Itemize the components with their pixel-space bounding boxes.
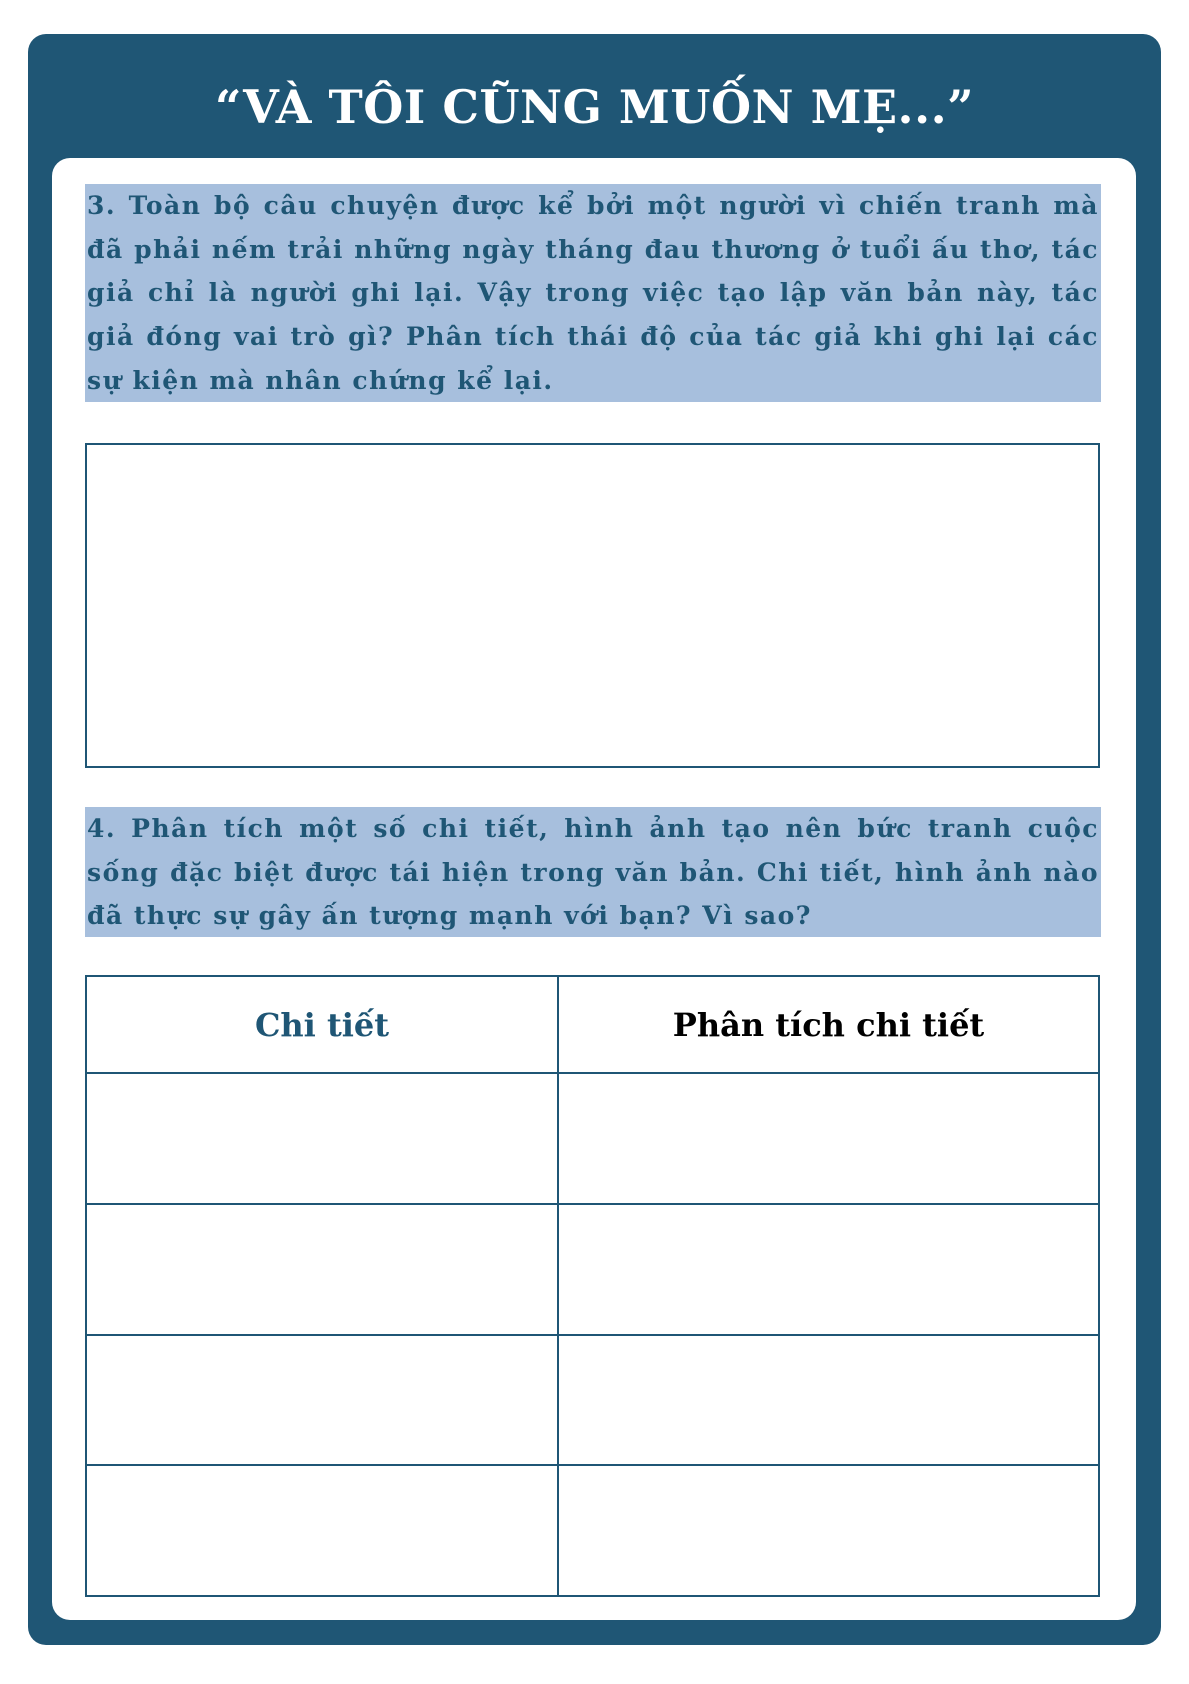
question-3: 3. Toàn bộ câu chuyện được kể bởi một người vì chiến tranh mà đã phải nếm trải những ngày tháng đau thương ở tuổi ấu thơ, tác giả chỉ là người ghi lại. Vậy trong việc tạo lập văn bản này, tác giả đóng vai trò gì? Phân tích thái độ của tác giả khi ghi lại các sự kiện mà nhân chứng kể lại. <box>85 184 1101 402</box>
table-row <box>86 1073 1099 1204</box>
header-phan-tich-chi-tiet: Phân tích chi tiết <box>558 976 1099 1073</box>
table-header-row <box>86 976 1099 1073</box>
table-cell-analysis[interactable] <box>558 1204 1099 1335</box>
table-row <box>86 1465 1099 1596</box>
table-cell-analysis[interactable] <box>558 1073 1099 1204</box>
table-cell-detail[interactable] <box>86 1073 558 1204</box>
page-title: “VÀ TÔI CŨNG MUỐN MẸ...” <box>214 80 975 134</box>
question-3-answer-box[interactable] <box>85 443 1100 768</box>
header-chi-tiet: Chi tiết <box>86 976 558 1073</box>
table-cell-detail[interactable] <box>86 1465 558 1596</box>
table-row <box>86 1335 1099 1466</box>
detail-analysis-table <box>85 975 1100 1597</box>
table-row <box>86 1204 1099 1335</box>
table-cell-detail[interactable] <box>86 1204 558 1335</box>
table-cell-detail[interactable] <box>86 1335 558 1466</box>
worksheet-panel <box>52 158 1136 1620</box>
question-4: 4. Phân tích một số chi tiết, hình ảnh tạo nên bức tranh cuộc sống đặc biệt được tái hiện trong văn bản. Chi tiết, hình ảnh nào đã thực sự gây ấn tượng mạnh với bạn? Vì sao? <box>85 807 1101 937</box>
table-cell-analysis[interactable] <box>558 1465 1099 1596</box>
worksheet-frame <box>28 34 1161 1645</box>
table-cell-analysis[interactable] <box>558 1335 1099 1466</box>
